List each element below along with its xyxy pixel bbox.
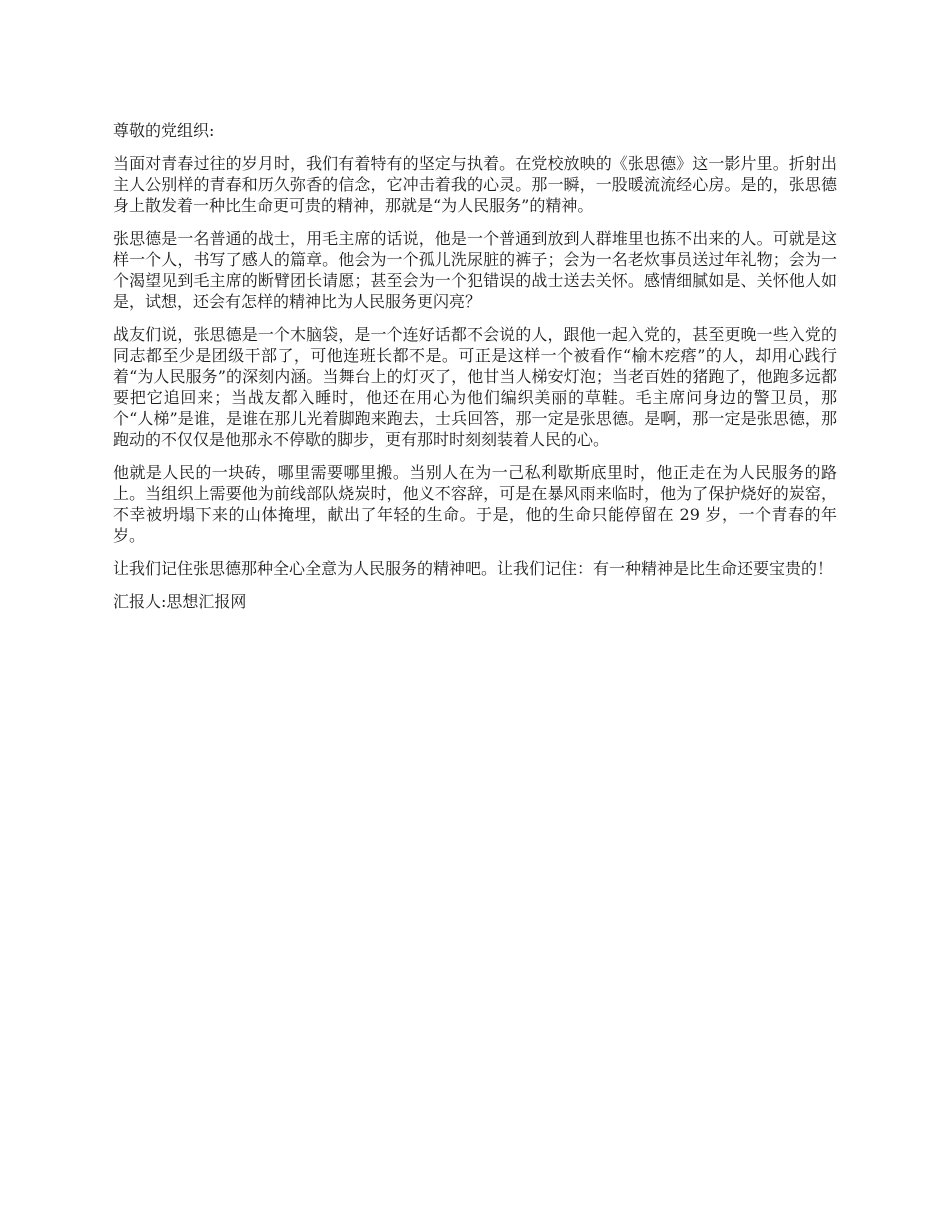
body-paragraph-4: 他就是人民的一块砖，哪里需要哪里搬。当别人在为一己私利歇斯底里时，他正走在为人民服务的路上。当组织上需要他为前线部队烧炭时，他义不容辞，可是在暴风雨来临时，他为了保护烧好的炭窑，不幸被坍塌下来的山体掩埋，献出了年轻的生命。于是，他的生命只能停留在 29 岁，一个青春的年岁。 [113, 463, 837, 545]
signature: 汇报人:思想汇报网 [113, 592, 247, 611]
body-paragraph-2: 张思德是一名普通的战士，用毛主席的话说，他是一个普通到放到人群堆里也拣不出来的人。可就是这样一个人，书写了感人的篇章。他会为一个孤儿洗尿脏的裤子；会为一名老炊事员送过年礼物；会为一个渴望见到毛主席的断臂团长请愿；甚至会为一个犯错误的战士送去关怀。感情细腻如是、关怀他人如是，试想，还会有怎样的精神比为人民服务更闪亮？ [113, 229, 837, 311]
salutation: 尊敬的党组织: [113, 121, 215, 140]
body-paragraph-3: 战友们说，张思德是一个木脑袋，是一个连好话都不会说的人，跟他一起入党的，甚至更晚一些入党的同志都至少是团级干部了，可他连班长都不是。可正是这样一个被看作“榆木疙瘩”的人，却用心践行着“为人民服务”的深刻内涵。当舞台上的灯灭了，他甘当人梯安灯泡；当老百姓的猪跑了，他跑多远都要把它追回来；当战友都入睡时，他还在用心为他们编织美丽的草鞋。毛主席问身边的警卫员，那个“人梯”是谁，是谁在那儿光着脚跑来跑去，士兵回答，那一定是张思德。是啊，那一定是张思德，那跑动的不仅仅是他那永不停歇的脚步，更有那时时刻刻装着人民的心。 [113, 325, 837, 449]
body-paragraph-5: 让我们记住张思德那种全心全意为人民服务的精神吧。让我们记住：有一种精神是比生命还要宝贵的！ [113, 559, 834, 578]
body-paragraph-1: 当面对青春过往的岁月时，我们有着特有的坚定与执着。在党校放映的《张思德》这一影片里。折射出主人公别样的青春和历久弥香的信念，它冲击着我的心灵。那一瞬，一股暖流流经心房。是的，张思德身上散发着一种比生命更可贵的精神，那就是“为人民服务”的精神。 [113, 154, 837, 215]
document-page [113, 120, 837, 624]
